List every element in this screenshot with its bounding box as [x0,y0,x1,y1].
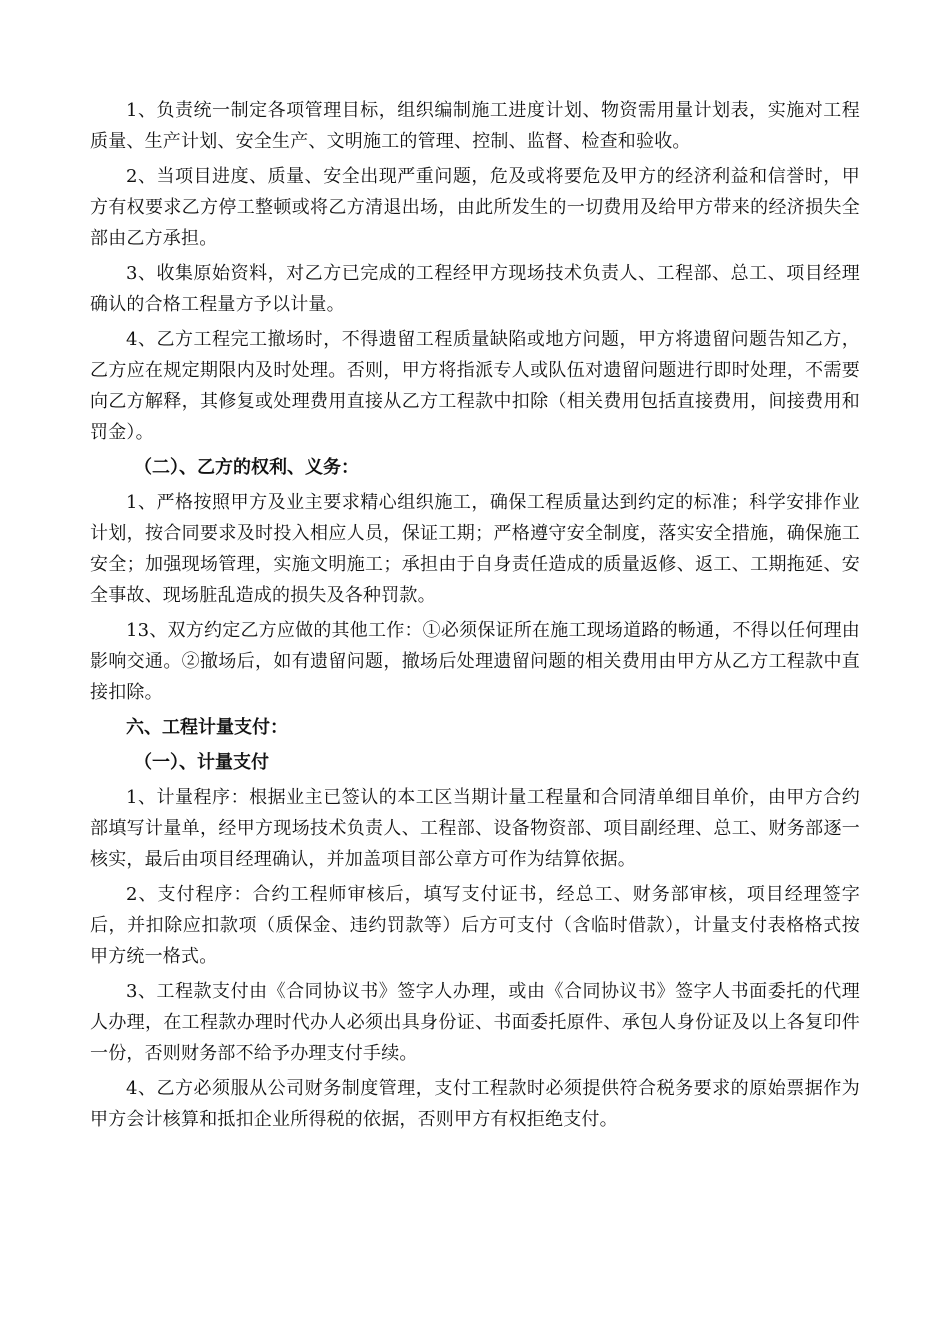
clause-paragraph: 1、负责统一制定各项管理目标，组织编制施工进度计划、物资需用量计划表，实施对工程质量、生产计划、安全生产、文明施工的管理、控制、监督、检查和验收。 [90,100,860,152]
clause-paragraph: 13、双方约定乙方应做的其他工作：①必须保证所在施工现场道路的畅通，不得以任何理由影响交通。②撤场后，如有遗留问题，撤场后处理遗留问题的相关费用由甲方从乙方工程款中直接扣除。 [90,620,860,703]
clause-paragraph: 1、严格按照甲方及业主要求精心组织施工，确保工程质量达到约定的标准；科学安排作业计划，按合同要求及时投入相应人员，保证工期；严格遵守安全制度，落实安全措施，确保施工安全；加强现场管理，实施文明施工；承担由于自身责任造成的质量返修、返工、工期拖延、安全事故、现场脏乱造成的损失及各种罚款。 [90,492,860,606]
subsection-heading: （一）、计量支付 [134,752,269,773]
subsection-heading: （二）、乙方的权利、义务： [134,457,359,478]
clause-paragraph: 3、工程款支付由《合同协议书》签字人办理，或由《合同协议书》签字人书面委托的代理人办理，在工程款办理时代办人必须出具身份证、书面委托原件、承包人身份证及以上各复印件一份，否则财务部不给予办理支付手续。 [90,981,860,1064]
clause-paragraph: 2、当项目进度、质量、安全出现严重问题，危及或将要危及甲方的经济利益和信誉时，甲方有权要求乙方停工整顿或将乙方清退出场，由此所发生的一切费用及给甲方带来的经济损失全部由乙方承担。 [90,166,860,249]
clause-paragraph: 4、乙方必须服从公司财务制度管理，支付工程款时必须提供符合税务要求的原始票据作为甲方会计核算和抵扣企业所得税的依据，否则甲方有权拒绝支付。 [90,1078,860,1130]
clause-paragraph: 1、计量程序：根据业主已签认的本工区当期计量工程量和合同清单细目单价，由甲方合约部填写计量单，经甲方现场技术负责人、工程部、设备物资部、项目副经理、总工、财务部逐一核实，最后由项目经理确认，并加盖项目部公章方可作为结算依据。 [90,787,860,870]
section-heading: 六、工程计量支付： [126,717,288,738]
clause-paragraph: 3、收集原始资料，对乙方已完成的工程经甲方现场技术负责人、工程部、总工、项目经理确认的合格工程量方予以计量。 [90,263,860,315]
clause-paragraph: 2、支付程序：合约工程师审核后，填写支付证书，经总工、财务部审核，项目经理签字后，并扣除应扣款项（质保金、违约罚款等）后方可支付（含临时借款），计量支付表格格式按甲方统一格式。 [90,884,860,967]
clause-paragraph: 4、乙方工程完工撤场时，不得遗留工程质量缺陷或地方问题，甲方将遗留问题告知乙方，乙方应在规定期限内及时处理。否则，甲方将指派专人或队伍对遗留问题进行即时处理，不需要向乙方解释，其修复或处理费用直接从乙方工程款中扣除（相关费用包括直接费用，间接费用和罚金）。 [90,329,860,443]
